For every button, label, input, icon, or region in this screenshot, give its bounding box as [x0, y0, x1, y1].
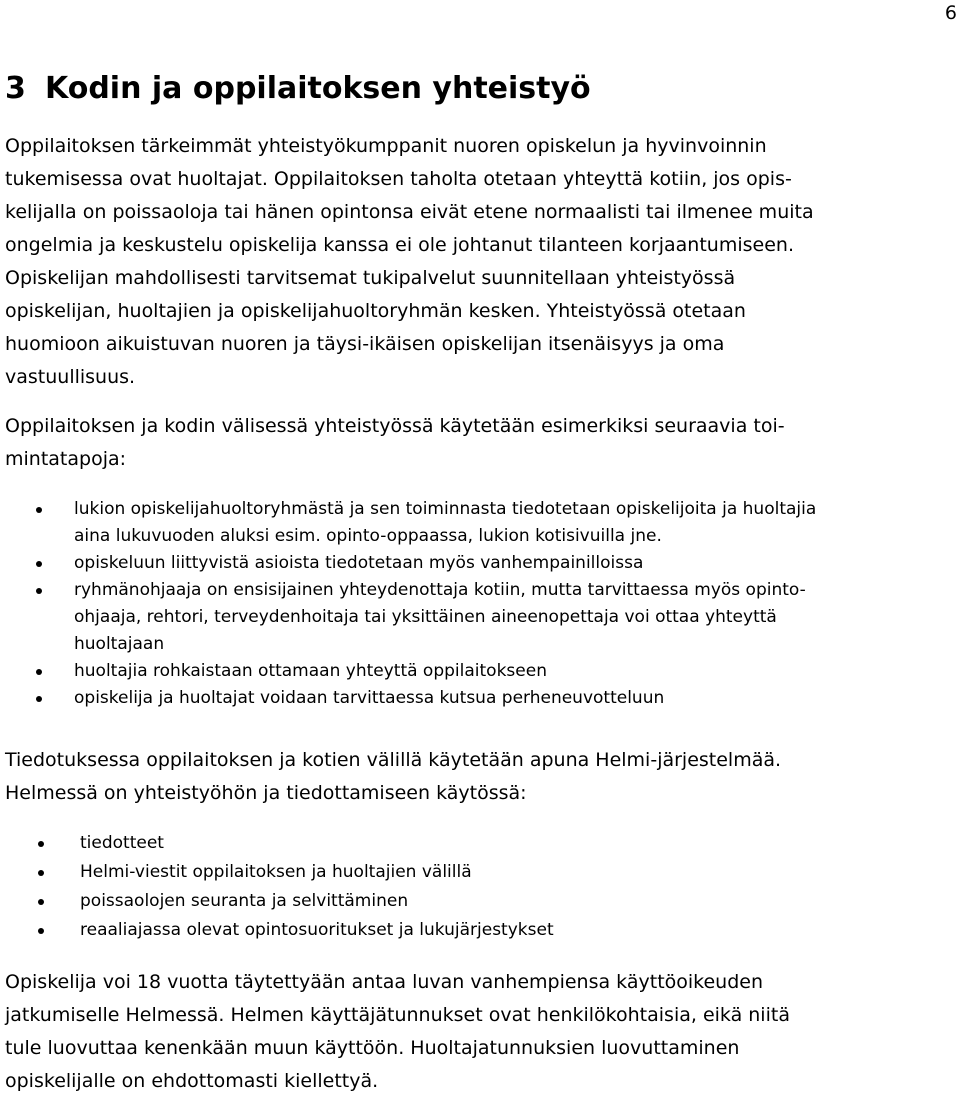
list-item [74, 496, 816, 550]
text-line: opiskelijalle on ehdottomasti kiellettyä. [5, 1070, 379, 1092]
list-item [80, 887, 554, 916]
list-item-text: reaaliajassa olevat opintosuoritukset ja lukujärjestykset [80, 920, 554, 940]
list-item-text: ohjaaja, rehtori, terveydenhoitaja tai yksittäinen aineenopettaja voi ottaa yhteyttä [74, 607, 777, 627]
intro-paragraph [5, 130, 955, 394]
text-line: tule luovuttaa kenenkään muun käyttöön. Huoltajatunnuksien luovuttaminen [5, 1037, 740, 1059]
text-line: opiskelijan, huoltajien ja opiskelijahuoltoryhmän kesken. Yhteistyössä otetaan [5, 300, 746, 322]
bullet-icon [38, 870, 44, 876]
methods-intro-paragraph [5, 410, 955, 476]
list-item [74, 685, 816, 712]
bullet-icon [36, 561, 42, 567]
methods-list [74, 496, 816, 712]
list-item-text: ryhmänohjaaja on ensisijainen yhteydenottaja kotiin, mutta tarvittaessa myös opinto- [74, 580, 806, 600]
list-item [74, 577, 816, 658]
text-line: Helmessä on yhteistyöhön ja tiedottamiseen käytössä: [5, 782, 527, 804]
page-number: 6 [944, 2, 957, 24]
text-line: Oppilaitoksen ja kodin välisessä yhteistyössä käytetään esimerkiksi seuraavia toi- [5, 415, 785, 437]
list-item [74, 550, 816, 577]
text-line: jatkumiselle Helmessä. Helmen käyttäjätunnukset ovat henkilökohtaisia, eikä niitä [5, 1004, 790, 1026]
helmi-features-list [80, 829, 554, 945]
text-line: huomioon aikuistuvan nuoren ja täysi-ikäisen opiskelijan itsenäisyys ja oma [5, 333, 725, 355]
text-line: Opiskelija voi 18 vuotta täytettyään antaa luvan vanhempiensa käyttöoikeuden [5, 971, 764, 993]
list-item-text: huoltajaan [74, 634, 165, 654]
bullet-icon [36, 696, 42, 702]
section-heading [5, 70, 591, 108]
bullet-icon [38, 841, 44, 847]
list-item [80, 916, 554, 945]
bullet-icon [38, 928, 44, 934]
list-item-text: tiedotteet [80, 833, 164, 853]
text-line: Opiskelijan mahdollisesti tarvitsemat tukipalvelut suunnitellaan yhteistyössä [5, 267, 736, 289]
list-item-text: huoltajia rohkaistaan ottamaan yhteyttä oppilaitokseen [74, 661, 547, 681]
closing-paragraph [5, 966, 955, 1098]
bullet-icon [36, 669, 42, 675]
bullet-icon [36, 588, 42, 594]
list-item-text: Helmi-viestit oppilaitoksen ja huoltajien välillä [80, 862, 472, 882]
bullet-icon [36, 507, 42, 513]
list-item [74, 658, 816, 685]
list-item-text: aina lukuvuoden aluksi esim. opinto-oppaassa, lukion kotisivuilla jne. [74, 526, 662, 546]
text-line: Oppilaitoksen tärkeimmät yhteistyökumppanit nuoren opiskelun ja hyvinvoinnin [5, 135, 767, 157]
text-line: ongelmia ja keskustelu opiskelija kanssa ei ole johtanut tilanteen korjaantumiseen. [5, 234, 794, 256]
list-item [80, 858, 554, 887]
text-line: vastuullisuus. [5, 366, 136, 388]
list-item-text: opiskelija ja huoltajat voidaan tarvittaessa kutsua perheneuvotteluun [74, 688, 665, 708]
section-title: Kodin ja oppilaitoksen yhteistyö [45, 71, 591, 106]
list-item-text: poissaolojen seuranta ja selvittäminen [80, 891, 409, 911]
text-line: Tiedotuksessa oppilaitoksen ja kotien välillä käytetään apuna Helmi-järjestelmää. [5, 749, 782, 771]
text-line: mintatapoja: [5, 448, 127, 470]
text-line: tukemisessa ovat huoltajat. Oppilaitoksen taholta otetaan yhteyttä kotiin, jos opis- [5, 168, 792, 190]
section-number: 3 [5, 71, 26, 106]
helmi-intro-paragraph [5, 744, 955, 810]
list-item [80, 829, 554, 858]
bullet-icon [38, 899, 44, 905]
text-line: kelijalla on poissaoloja tai hänen opintonsa eivät etene normaalisti tai ilmenee muita [5, 201, 814, 223]
list-item-text: lukion opiskelijahuoltoryhmästä ja sen toiminnasta tiedotetaan opiskelijoita ja huoltajia [74, 499, 817, 519]
list-item-text: opiskeluun liittyvistä asioista tiedotetaan myös vanhempainilloissa [74, 553, 644, 573]
